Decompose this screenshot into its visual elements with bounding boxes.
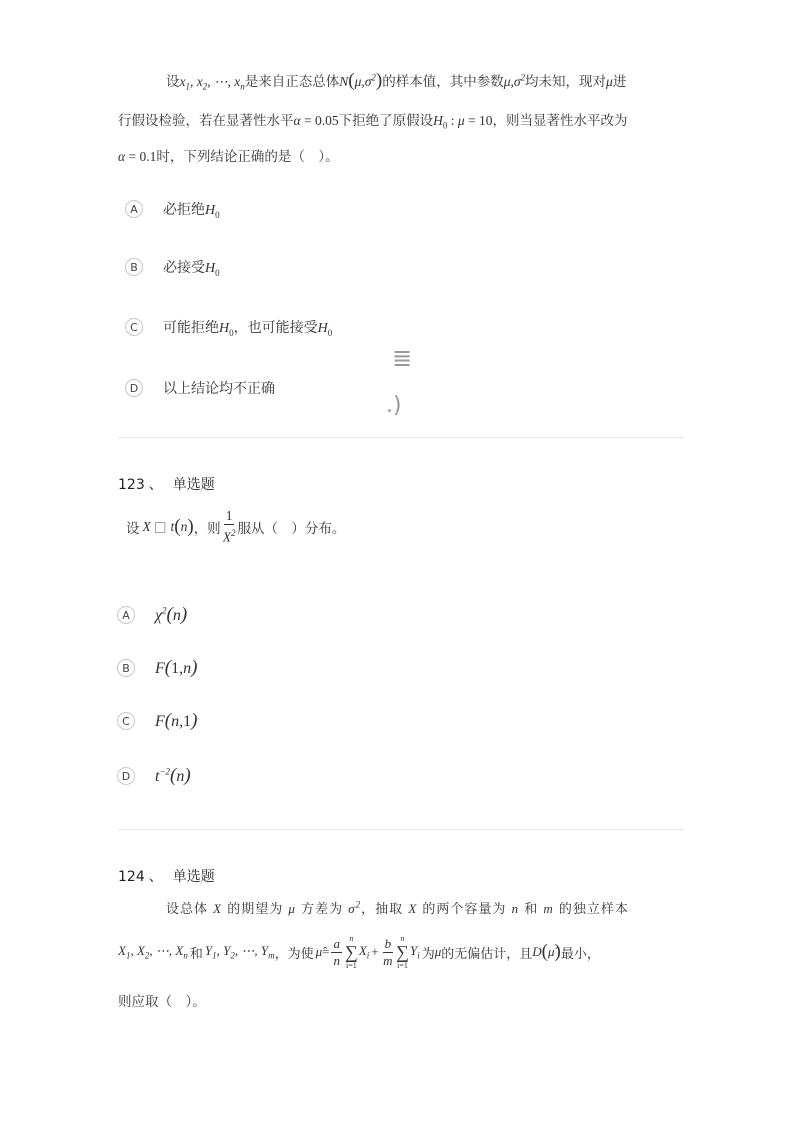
sub: 0 — [215, 209, 220, 220]
math: $\mu,\sigma^2$ — [503, 72, 526, 89]
math: $\sigma^2$ — [348, 899, 362, 916]
math: : — [447, 113, 458, 128]
math: X — [213, 901, 223, 916]
text: ，为使 — [274, 946, 314, 962]
math: = 0.1 — [125, 149, 157, 164]
option-circle[interactable]: C — [125, 318, 143, 336]
math: 1, — [171, 660, 184, 677]
q122-stem-line1 — [166, 70, 626, 92]
math-alpha: α — [293, 113, 301, 128]
paren: ( — [170, 765, 177, 786]
paren: ( — [166, 604, 173, 625]
fraction — [383, 936, 394, 969]
text: ，也可能接受 — [233, 320, 318, 336]
q123-option-b[interactable] — [117, 657, 197, 679]
math-alpha: α — [118, 149, 126, 164]
q123-option-c[interactable] — [117, 710, 197, 732]
math: n — [180, 518, 188, 534]
question-number: 123 — [118, 477, 145, 493]
math: $Y_i$ — [409, 943, 420, 961]
math: H — [205, 203, 216, 218]
separator: 、 — [148, 869, 163, 885]
math: μ̂ — [548, 944, 555, 959]
q123-option-a[interactable] — [117, 604, 187, 626]
sub: 0 — [215, 267, 220, 278]
text: ，则当显著性水平改为 — [492, 113, 628, 129]
artifact-mark: ≣ — [392, 344, 413, 372]
math: = 10 — [464, 113, 493, 128]
text: 的两个容量为 — [422, 902, 507, 917]
math: μ — [457, 113, 465, 128]
option-circle[interactable]: A — [117, 606, 135, 624]
q122-option-a[interactable] — [125, 199, 220, 220]
text: 设总体 — [166, 902, 209, 917]
sum-symbol — [396, 934, 409, 970]
sum-top: n — [349, 934, 354, 943]
math: D — [532, 944, 542, 959]
q122-option-b[interactable] — [125, 257, 220, 278]
option-text — [163, 317, 332, 338]
question-type: 单选题 — [172, 869, 215, 885]
denominator: m — [383, 952, 393, 968]
option-circle[interactable]: D — [125, 379, 143, 397]
math: H — [219, 321, 230, 336]
paren: ) — [180, 604, 188, 625]
math-normal: N — [339, 74, 349, 89]
text: 必拒绝 — [163, 202, 205, 218]
q122-stem-line3 — [118, 145, 339, 165]
text: 均未知，现对 — [525, 74, 607, 90]
sum-sign: ∑ — [396, 942, 409, 962]
paren: ) — [554, 941, 561, 962]
divider — [118, 829, 684, 830]
paren: ) — [191, 657, 198, 678]
text: 可能拒绝 — [163, 320, 219, 336]
text: 方差为 — [301, 902, 344, 917]
sum-symbol — [345, 934, 358, 970]
q124-stem-line1 — [166, 898, 629, 917]
text: 服从（ ）分布。 — [237, 520, 346, 537]
text: 时，下列结论正确的是（ ）。 — [156, 149, 339, 165]
paren: ) — [187, 515, 194, 537]
paren: ) — [375, 70, 383, 91]
sub: 0 — [229, 327, 234, 338]
paren: ( — [164, 710, 172, 731]
sum-bottom: i=1 — [397, 961, 408, 970]
text: 下拒绝了原假设 — [338, 113, 434, 129]
text: 的无偏估计，且 — [441, 946, 533, 962]
fraction — [223, 508, 236, 546]
option-circle[interactable]: D — [117, 767, 135, 785]
paren: ( — [174, 515, 181, 537]
option-math: $t^{-2}(n)$ — [155, 765, 191, 786]
numerator: 1 — [225, 508, 233, 523]
q123-stem — [126, 508, 345, 546]
text: 设 — [126, 520, 140, 537]
text: 和 — [524, 902, 539, 917]
math: ,1 — [179, 713, 192, 730]
paren: ) — [184, 765, 191, 786]
text: □ — [153, 518, 167, 535]
text: 最小， — [560, 946, 600, 962]
option-text — [163, 257, 220, 278]
sub: 0 — [442, 120, 448, 131]
paren: ) — [191, 710, 198, 731]
math: H — [205, 261, 216, 276]
text: 设 — [166, 74, 180, 90]
text: 进 — [612, 74, 627, 90]
question-type: 单选题 — [172, 477, 215, 493]
math: = 0.05 — [300, 113, 339, 128]
text: 必接受 — [163, 260, 205, 276]
math: μ̂ — [315, 944, 323, 959]
numerator: b — [384, 935, 392, 951]
math: H — [317, 321, 328, 336]
text: 的独立样本 — [558, 902, 629, 917]
sub: 0 — [327, 327, 333, 338]
sum-bottom: i=1 — [346, 961, 357, 970]
option-circle[interactable]: B — [117, 659, 135, 677]
math: X — [142, 518, 151, 534]
artifact-mark: .) — [386, 393, 402, 418]
fraction — [331, 936, 342, 969]
option-circle[interactable]: C — [117, 712, 135, 730]
text: 为 — [421, 946, 435, 962]
math: μ — [434, 944, 442, 959]
math: + — [371, 944, 379, 959]
numerator: a — [333, 935, 340, 951]
math: m — [543, 901, 554, 916]
math: $X_i$ — [358, 943, 370, 961]
option-math: F(1,n) — [155, 657, 198, 678]
q124-header — [118, 866, 215, 886]
q124-stem-line2 — [118, 934, 600, 970]
paren: ( — [164, 657, 172, 678]
math: n — [511, 901, 520, 916]
sum-top: n — [400, 934, 405, 943]
option-circle[interactable]: B — [125, 258, 143, 276]
math: t — [170, 518, 175, 534]
math: $X_1$, $X_2$, ⋯, $X_n$ — [118, 943, 188, 961]
math: H — [433, 113, 443, 128]
option-math: F(n,1) — [155, 710, 198, 731]
text: 行假设检验，若在显著性水平 — [118, 113, 294, 129]
denominator: n — [333, 952, 340, 968]
option-text: 以上结论均不正确 — [163, 381, 275, 397]
q122-option-d[interactable] — [125, 378, 275, 398]
paren: ( — [541, 941, 548, 962]
option-circle[interactable]: A — [125, 200, 143, 218]
text: 的期望为 — [227, 902, 284, 917]
math: X — [408, 901, 418, 916]
text: ，抽取 — [361, 902, 404, 917]
question-number: 124 — [118, 869, 145, 885]
text: ，则 — [193, 520, 221, 537]
sum-sign: ∑ — [344, 942, 358, 962]
math: $Y_1$, $Y_2$, ⋯, $Y_m$ — [204, 943, 275, 961]
paren: ( — [348, 70, 355, 91]
separator: 、 — [148, 477, 163, 493]
math: $\mu,\sigma^2$ — [354, 72, 376, 89]
math: μ — [288, 901, 296, 916]
math: = — [322, 944, 330, 959]
option-math: $\chi^2(n)$ — [155, 604, 188, 625]
q122-stem-line2 — [118, 109, 628, 131]
math-x: $x_1$, $x_2$, ⋯, $x_n$ — [179, 74, 245, 92]
text: 的样本值，其中参数 — [382, 74, 504, 90]
option-text — [163, 199, 220, 220]
denominator: $X^2$ — [222, 528, 236, 545]
q124-stem-line3: 则应取（ ）。 — [118, 994, 206, 1010]
divider — [118, 437, 684, 438]
q122-option-c[interactable] — [125, 317, 332, 338]
text: 和 — [189, 946, 203, 962]
text: 是来自正态总体 — [244, 74, 340, 90]
math: μ — [606, 74, 613, 89]
q123-option-d[interactable] — [117, 765, 191, 787]
q123-header — [118, 474, 215, 494]
